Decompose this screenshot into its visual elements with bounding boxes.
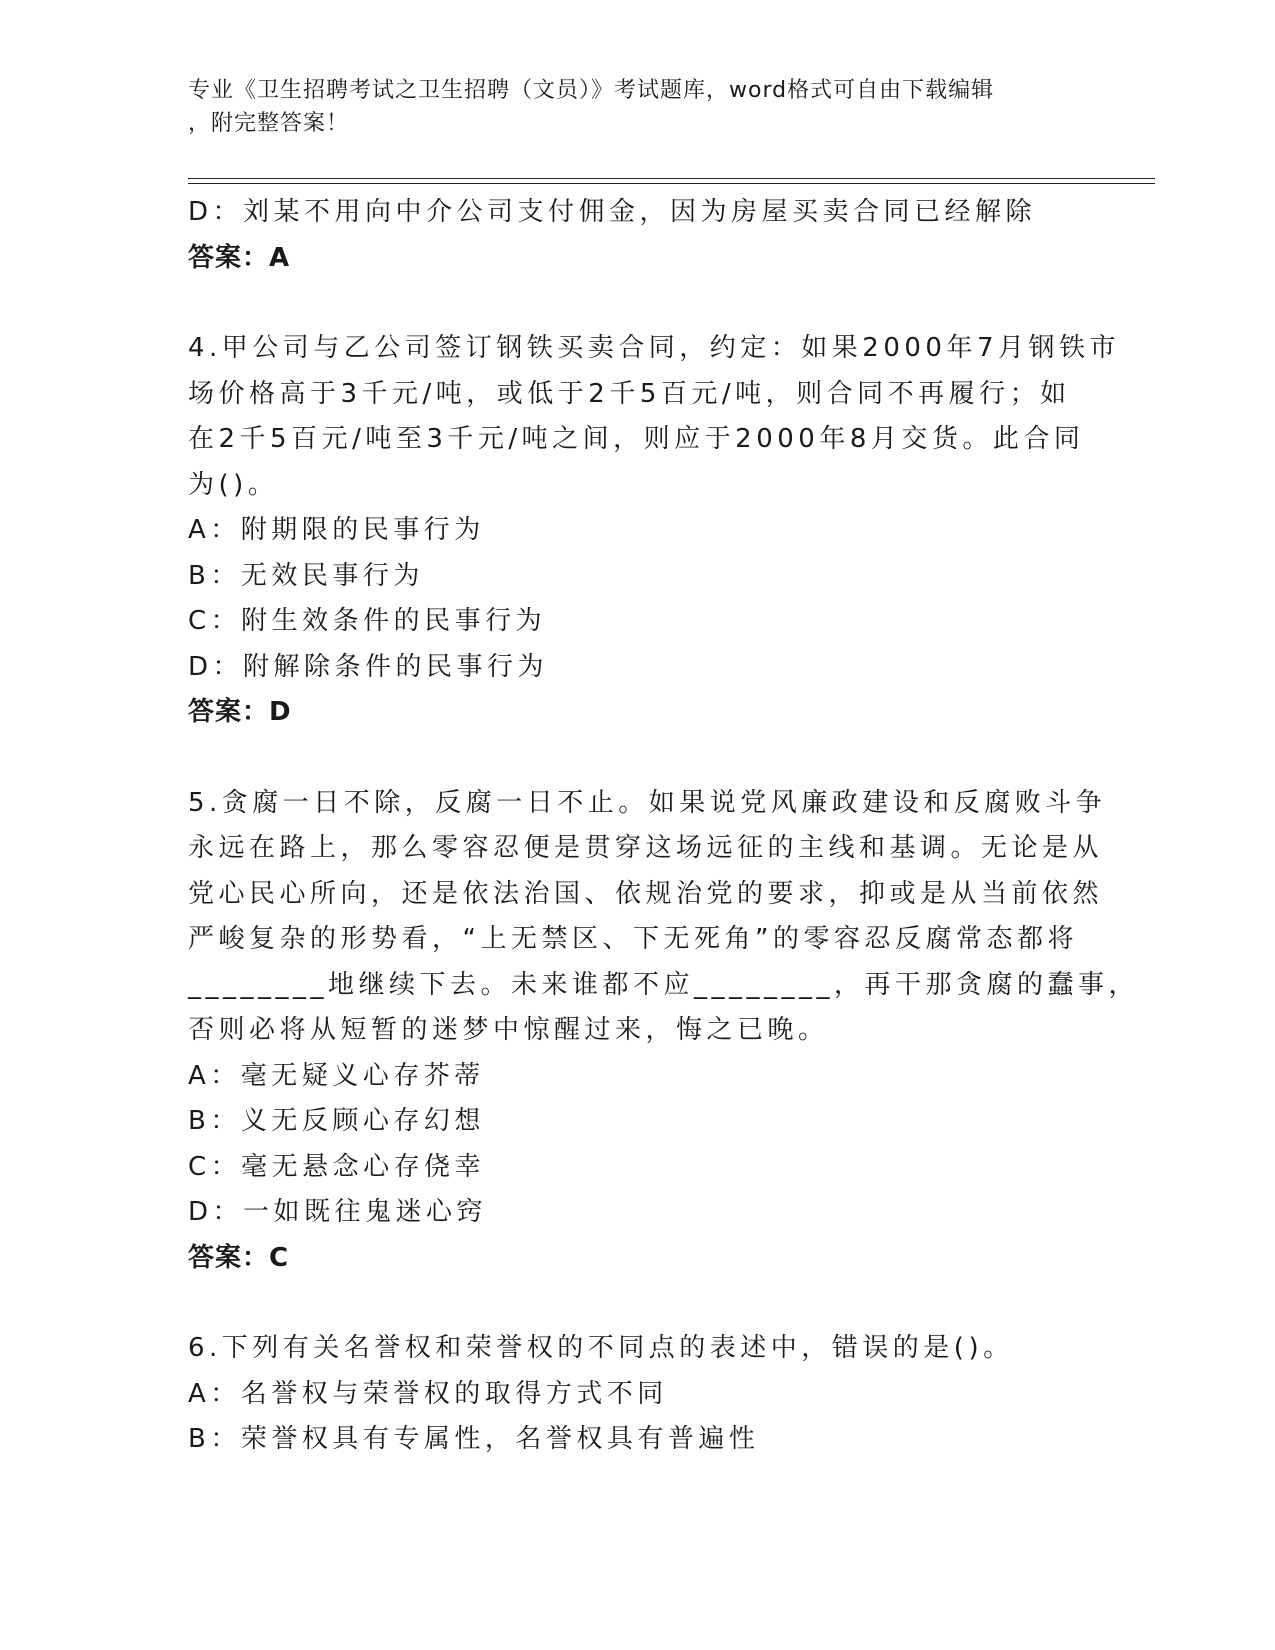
question-stem-line: 否则必将从短暂的迷梦中惊醒过来，悔之已晚。 — [188, 1015, 829, 1045]
option-d: D：附解除条件的民事行为 — [188, 651, 549, 682]
question-stem-line: 严峻复杂的形势看，“上无禁区、下无死角”的零容忍反腐常态都将 — [188, 924, 1078, 954]
question-stem-line: 4.甲公司与乙公司签订钢铁买卖合同，约定：如果2000年7月钢铁市 — [188, 333, 1121, 363]
question-stem-line: 在2千5百元/吨至3千元/吨之间，则应于2000年8月交货。此合同 — [188, 424, 1085, 454]
question-stem-line: ________地继续下去。未来谁都不应________，再干那贪腐的蠢事， — [188, 969, 1140, 1000]
answer: 答案：D — [188, 697, 292, 727]
question-stem-line: 党心民心所向，还是依法治国、依规治党的要求，抑或是从当前依然 — [188, 878, 1104, 909]
option-a: A：毫无疑义心存芥蒂 — [188, 1060, 485, 1091]
document-header — [188, 74, 1088, 140]
question-stem-line: 6.下列有关名誉权和荣誉权的不同点的表述中，错误的是()。 — [188, 1333, 1014, 1363]
question-3 — [188, 190, 1088, 281]
question-stem-line: 为()。 — [188, 469, 279, 500]
question-stem-line: 场价格高于3千元/吨，或低于2千5百元/吨，则合同不再履行；如 — [188, 378, 1071, 409]
spacer — [188, 736, 1088, 781]
question-stem-line: 永远在路上，那么零容忍便是贯穿这场远征的主线和基调。无论是从 — [188, 833, 1104, 863]
option-c: C：毫无悬念心存侥幸 — [188, 1151, 486, 1182]
header-line-2: ，附完整答案！ — [188, 111, 350, 136]
option-a: A：名誉权与荣誉权的取得方式不同 — [188, 1378, 668, 1409]
header-divider-top — [188, 178, 1155, 179]
option-b: B：义无反顾心存幻想 — [188, 1106, 485, 1136]
option-a: A：附期限的民事行为 — [188, 515, 485, 545]
question-5 — [188, 781, 1140, 1282]
spacer — [188, 1281, 1088, 1326]
document-body — [188, 190, 1140, 1463]
option-d: D：刘某不用向中介公司支付佣金，因为房屋买卖合同已经解除 — [188, 197, 1037, 227]
header-divider-bottom — [188, 183, 1155, 184]
answer: 答案：C — [188, 1242, 290, 1273]
option-d: D：一如既往鬼迷心窍 — [188, 1197, 488, 1227]
answer: 答案：A — [188, 242, 291, 273]
option-c: C：附生效条件的民事行为 — [188, 606, 547, 636]
option-b: B：荣誉权具有专属性，名誉权具有普遍性 — [188, 1424, 760, 1454]
header-line-1: 专业《卫生招聘考试之卫生招聘（文员）》考试题库，word格式可自由下载编辑 — [188, 78, 995, 103]
spacer — [188, 281, 1088, 326]
question-6 — [188, 1326, 1088, 1463]
question-4 — [188, 326, 1121, 736]
option-b: B：无效民事行为 — [188, 560, 424, 591]
question-stem-line: 5.贪腐一日不除，反腐一日不止。如果说党风廉政建设和反腐败斗争 — [188, 787, 1107, 818]
